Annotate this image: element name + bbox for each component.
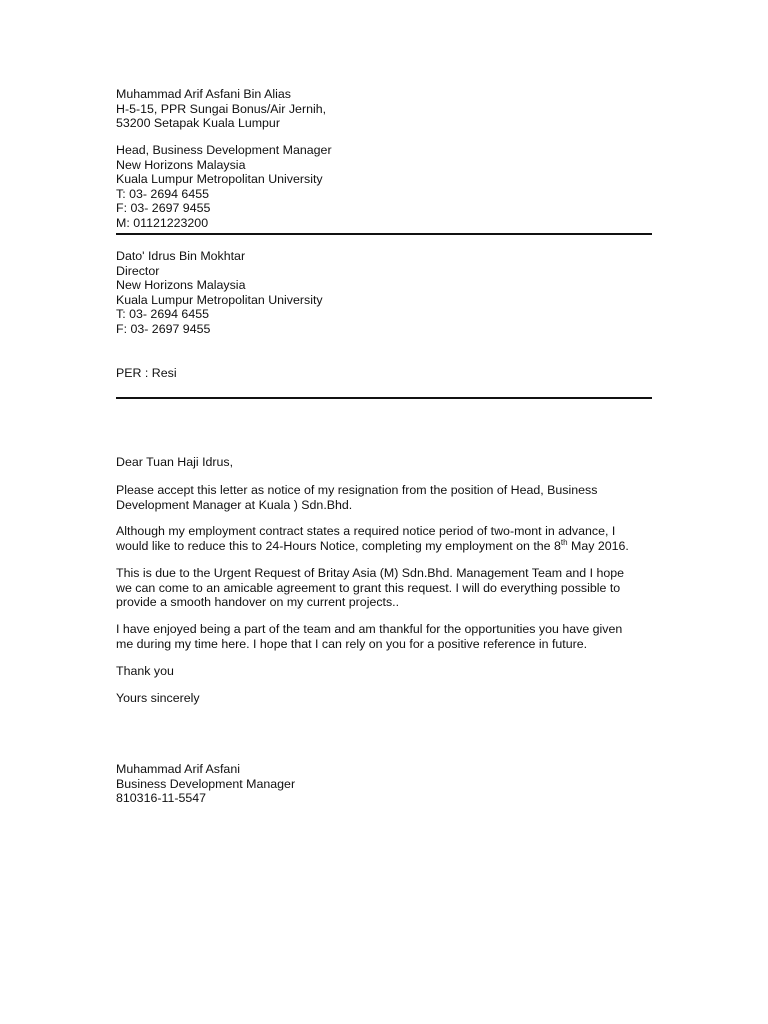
- paragraph-2-text: would like to reduce this to 24-Hours Notice, completing my employment on the 8: [116, 538, 561, 553]
- paragraph-2-line-2: [116, 539, 656, 554]
- recipient-tel: T: 03- 2694 6455: [116, 307, 210, 322]
- sender-address-block: [116, 87, 656, 131]
- paragraph-1: [116, 483, 656, 512]
- recipient-institution: Kuala Lumpur Metropolitan University: [116, 292, 323, 307]
- paragraph-4-line-2: me during my time here. I hope that I can rely on you for a positive reference in future.: [116, 636, 588, 651]
- signature-id-number: 810316-11-5547: [116, 791, 207, 806]
- sender-name: Muhammad Arif Asfani Bin Alias: [116, 87, 291, 101]
- recipient-block: [116, 249, 656, 337]
- paragraph-3-line-2: we can come to an amicable agreement to grant this request. I will do everything possible to: [116, 580, 621, 595]
- paragraph-1-line-1: Please accept this letter as notice of my resignation from the position of Head, Business: [116, 483, 598, 497]
- recipient-title: Director: [116, 263, 160, 278]
- thanks-line: Thank you: [116, 664, 174, 678]
- paragraph-4: [116, 622, 656, 651]
- header-divider: [116, 233, 652, 235]
- subject-divider: [116, 397, 652, 399]
- sender-office-block: [116, 143, 656, 231]
- sender-office-tel: T: 03- 2694 6455: [116, 186, 210, 201]
- signature-name: Muhammad Arif Asfani: [116, 762, 240, 776]
- paragraph-3: [116, 566, 656, 610]
- sender-office-fax: F: 03- 2697 9455: [116, 201, 211, 216]
- recipient-org: New Horizons Malaysia: [116, 278, 246, 293]
- recipient-name: Dato' Idrus Bin Mokhtar: [116, 249, 246, 263]
- sender-address-line-1: H-5-15, PPR Sungai Bonus/Air Jernih,: [116, 101, 327, 116]
- paragraph-1-line-2: Development Manager at Kuala ) Sdn.Bhd.: [116, 497, 353, 512]
- sender-office-institution: Kuala Lumpur Metropolitan University: [116, 172, 323, 187]
- ordinal-suffix: th: [560, 537, 568, 547]
- recipient-fax: F: 03- 2697 9455: [116, 321, 211, 336]
- sender-address-line-2: 53200 Setapak Kuala Lumpur: [116, 116, 280, 131]
- sender-office-org: New Horizons Malaysia: [116, 157, 246, 172]
- paragraph-4-line-1: I have enjoyed being a part of the team and am thankful for the opportunities you have given: [116, 622, 623, 636]
- subject-line: PER : Resi: [116, 366, 177, 380]
- salutation: Dear Tuan Haji Idrus,: [116, 455, 234, 469]
- paragraph-3-line-3: provide a smooth handover on my current projects..: [116, 595, 400, 610]
- paragraph-2: [116, 524, 656, 553]
- sender-office-mobile: M: 01121223200: [116, 215, 209, 230]
- signature-block: [116, 762, 656, 806]
- sender-office-title: Head, Business Development Manager: [116, 143, 332, 157]
- signature-title: Business Development Manager: [116, 776, 296, 791]
- paragraph-3-line-1: This is due to the Urgent Request of Britay Asia (M) Sdn.Bhd. Management Team and I hope: [116, 566, 625, 580]
- paragraph-2-date-tail: May 2016.: [567, 538, 629, 553]
- paragraph-2-line-1: Although my employment contract states a required notice period of two-mont in advance, I: [116, 524, 616, 538]
- closing-line: Yours sincerely: [116, 691, 200, 705]
